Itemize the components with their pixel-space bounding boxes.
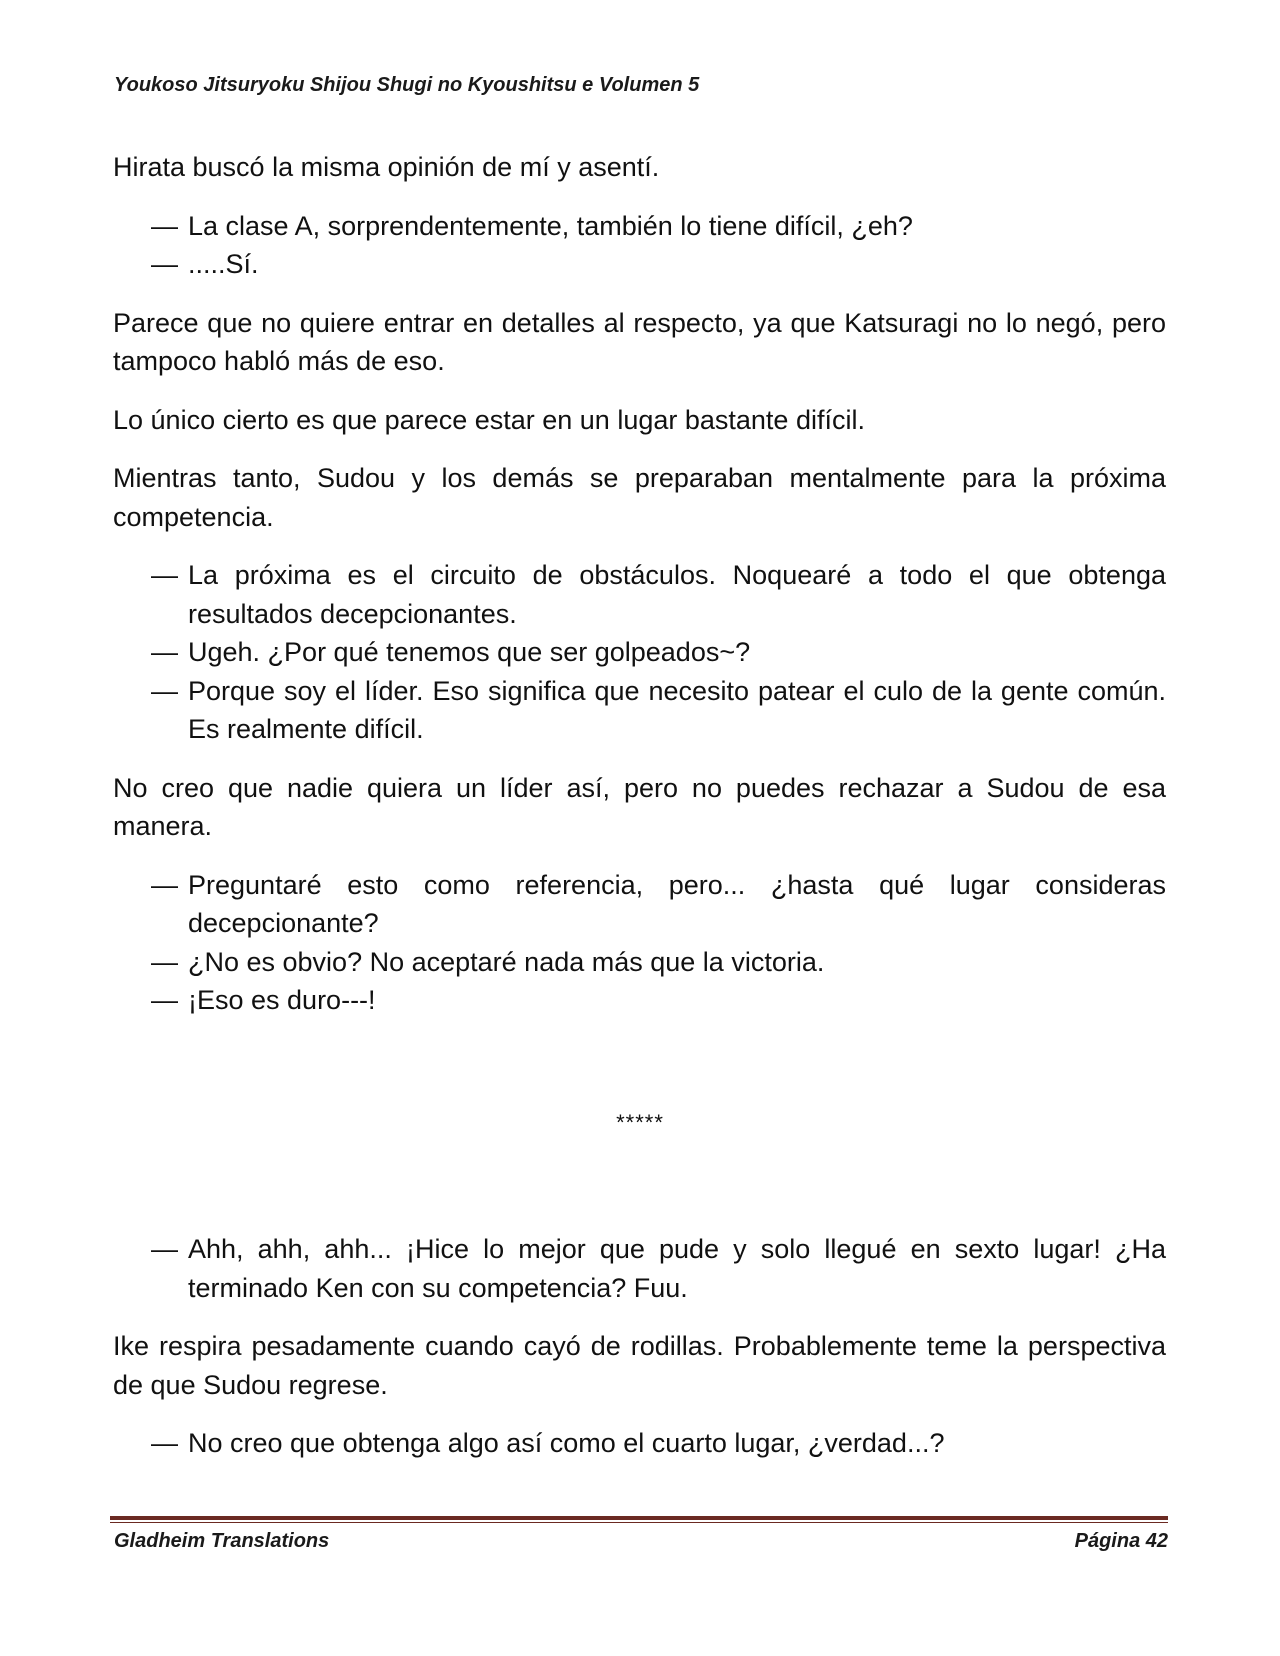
dialogue-dash: — [151, 985, 178, 1015]
footer-rule [110, 1516, 1168, 1523]
dialogue-line [113, 866, 1166, 943]
dialogue-line [113, 1230, 1166, 1307]
dialogue-text: La clase A, sorprendentemente, también lo tiene difícil, ¿eh? [188, 210, 913, 241]
dialogue-line [113, 943, 1166, 982]
page-body [113, 148, 1166, 1040]
paragraph: Lo único cierto es que parece estar en un lugar bastante difícil. [113, 404, 865, 435]
dialogue-dash: — [151, 1234, 178, 1264]
dialogue-block [113, 1230, 1166, 1307]
dialogue-text: ¡Eso es duro---! [188, 985, 376, 1015]
dialogue-dash: — [151, 869, 178, 900]
dialogue-block [113, 1424, 1166, 1463]
dialogue-line [113, 245, 1166, 284]
paragraph: No creo que nadie quiera un líder así, pero no puedes rechazar a Sudou de esa manera. [113, 772, 1166, 841]
dialogue-text: No creo que obtenga algo así como el cuarto lugar, ¿verdad...? [188, 1428, 945, 1458]
paragraph: Ike respira pesadamente cuando cayó de rodillas. Probablemente teme la perspectiva de que Sudou regrese. [113, 1331, 1166, 1400]
section-separator: ***** [616, 1110, 664, 1135]
footer-publisher: Gladheim Translations [114, 1530, 330, 1552]
dialogue-text: Porque soy el líder. Eso significa que necesito patear el culo de la gente común. Es realmente difícil. [188, 675, 1166, 744]
dialogue-line [113, 672, 1166, 749]
dialogue-line [113, 1424, 1166, 1463]
dialogue-block [113, 866, 1166, 1020]
paragraph: Mientras tanto, Sudou y los demás se preparaban mentalmente para la próxima competencia. [113, 463, 1166, 532]
dialogue-line [113, 556, 1166, 633]
dialogue-text: .....Sí. [188, 249, 259, 279]
dialogue-text: ¿No es obvio? No aceptaré nada más que la victoria. [188, 946, 825, 977]
dialogue-line [113, 207, 1166, 246]
dialogue-dash: — [151, 946, 178, 977]
dialogue-dash: — [151, 675, 178, 706]
dialogue-dash: — [151, 249, 178, 279]
dialogue-line [113, 633, 1166, 672]
dialogue-text: Preguntaré esto como referencia, pero... ¿hasta qué lugar consideras decepcionante? [188, 869, 1166, 938]
dialogue-dash: — [151, 637, 178, 667]
dialogue-block [113, 556, 1166, 749]
dialogue-dash: — [151, 560, 178, 590]
dialogue-block [113, 207, 1166, 284]
dialogue-dash: — [151, 210, 178, 241]
dialogue-text: Ahh, ahh, ahh... ¡Hice lo mejor que pude y solo llegué en sexto lugar! ¿Ha terminado Ken con su competencia? Fuu. [188, 1234, 1166, 1303]
dialogue-line [113, 981, 1166, 1020]
paragraph: Parece que no quiere entrar en detalles al respecto, ya que Katsuragi no lo negó, pero tampoco habló más de eso. [113, 307, 1166, 376]
footer-rule-thick [110, 1516, 1168, 1520]
dialogue-dash: — [151, 1428, 178, 1458]
footer-rule-thin [110, 1522, 1168, 1523]
running-header: Youkoso Jitsuryoku Shijou Shugi no Kyoushitsu e Volumen 5 [114, 74, 700, 96]
page-body-continued [113, 1230, 1166, 1483]
paragraph: Hirata buscó la misma opinión de mí y asentí. [113, 152, 660, 182]
page-number: Página 42 [1074, 1530, 1168, 1552]
dialogue-text: Ugeh. ¿Por qué tenemos que ser golpeados~? [188, 637, 751, 667]
dialogue-text: La próxima es el circuito de obstáculos. Noquearé a todo el que obtenga resultados decepcionantes. [188, 560, 1166, 629]
